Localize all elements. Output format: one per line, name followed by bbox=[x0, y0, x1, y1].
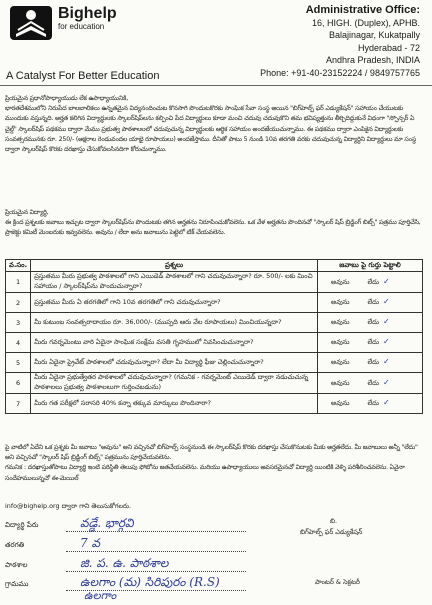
office-line: Andhra Pradesh, INDIA bbox=[325, 55, 420, 65]
col-answer: జవాబు పై గుర్తు పెట్టాలి bbox=[318, 260, 423, 272]
office-line: Balajinagar, Kukatpally bbox=[328, 30, 420, 40]
answer-cell[interactable] bbox=[318, 272, 423, 293]
class-label: తరగతి bbox=[5, 541, 25, 549]
row-number: 3 bbox=[6, 313, 31, 333]
header-divider bbox=[0, 85, 432, 86]
row-number: 2 bbox=[6, 293, 31, 313]
tick-mark: ✓ bbox=[382, 317, 390, 326]
office-line: Hyderabad - 72 bbox=[357, 42, 420, 53]
answer-cell[interactable] bbox=[318, 373, 423, 394]
paragraph-intro: భారతదేశములోని నిరుపేద బాలబాలికలు ఉన్నతమైన విద్యనందించుట కొనసాగి పొందుటకొరకు సాంఘిక సేవా సంస్థ అయిన "బిగ్‌హెల్ప్ ఫర్ ఎడ్యుకేషన్" సహాయం చేయుటకు ముందుకు వస్తున్నది. అర్హత కలిగిన విద్యార్థులకు స్కాలర్‌షిప్‌లను కల్పించి పేద విద్యార్థులు కూడా మంచి చదువు చదువుకొని తమ భవిష్యత్తును తీర్చిదిద్దుకునే విధంగా "స్పోన్సర్ ఏ చైల్డ్" స్కాలర్‌షిప్ పథకము ద్వారా మేము ప్రభుత్వ పాఠశాలలలో చదువుచున్న విద్యార్థులకు ఆర్థిక సహాయం అందజేయుచున్నాము. ఈ పథకము ద్వారా ఎంపికైన విద్యార్థులకు సంవత్సరమునకు రూ. 250/- (అక్షరాల రెండువందల యాభై రూపాయలు) అందజేస్తాము. దీనితో పాటు 5 నుండి 10వ తరగతి వరకు చదువుచున్న విద్యార్థిని విద్యార్థులు మా సంస్థ ద్వారా స్కాలర్‌షిప్ కొరకు దరఖాస్తు చేసుకోవలసినదిగా కోరుచున్నాము. bbox=[5, 105, 417, 154]
answer-yes: అవును bbox=[331, 298, 350, 306]
answer-yes: అవును bbox=[331, 399, 350, 407]
answer-yes: అవును bbox=[331, 378, 350, 387]
answer-no: లేదు bbox=[367, 338, 379, 346]
table-row bbox=[6, 333, 423, 353]
village-label: గ్రామము bbox=[5, 580, 29, 588]
question-text: మీరు గత పరీక్షలో సరాసరి 40% కన్నా తక్కువ మార్కులు పొందినారా? bbox=[31, 394, 318, 414]
village-value-line2: ఉలగాం bbox=[84, 589, 117, 602]
email-line: info@bighelp.org ద్వారా గాని తెలుసుకోగలరు. bbox=[5, 502, 132, 510]
school-label: పాఠశాల bbox=[5, 561, 28, 569]
row-number: 5 bbox=[6, 353, 31, 373]
table-row bbox=[6, 353, 423, 373]
table-row bbox=[6, 293, 423, 313]
office-address bbox=[260, 4, 420, 79]
row-number: 6 bbox=[6, 373, 31, 394]
note-text: గమనిక : దరఖాస్తుతోపాటు విద్యార్థి ఇంటి పరిస్థితి తెలుపు ఫోటోను జతచేయవలెను. మరియు ఉపాధ్యాయులు అవసరమైనచో విద్యార్థి యింటికి వెళ్ళి పరిశీలించవలెను. ఏవైనా సందేహములున్నచో ఈ-మెయిల్ bbox=[5, 464, 405, 482]
tagline: A Catalyst For Better Education bbox=[6, 70, 160, 82]
student-name-label: విద్యార్థి పేరు bbox=[5, 521, 39, 529]
greeting: ప్రియమైన ప్రధానోపాధ్యాయుడు లేక ఉపాధ్యాయునికి, bbox=[5, 95, 128, 102]
row-number: 1 bbox=[6, 272, 31, 293]
tick-mark: ✓ bbox=[382, 337, 390, 346]
question-text: ప్రస్తుతము మీరు ఏ తరగతిలో గాని 10వ తరగతిలో గాని చదువుచున్నారా? bbox=[31, 293, 318, 313]
answer-no: లేదు bbox=[367, 399, 379, 407]
brand-subtitle: for education bbox=[58, 22, 105, 31]
tick-mark: ✓ bbox=[382, 357, 390, 366]
office-title: Administrative Office: bbox=[305, 4, 420, 16]
question-text: ప్రస్తుతము మీరు ప్రభుత్వ పాఠశాలలో గాని ఎయిడెడ్ పాఠశాలలో గాని చదువుచున్నారా? రూ. 500/- లకు మించి సహాయం / స్కాలర్‌షిప్‌ను పొందుచున్నారా? bbox=[31, 272, 318, 293]
office-phone: Phone: +91-40-23152224 / 9849757765 bbox=[260, 67, 420, 78]
row-number: 7 bbox=[6, 394, 31, 414]
table-header-row bbox=[6, 260, 423, 272]
answer-cell[interactable] bbox=[318, 313, 423, 333]
tick-mark: ✓ bbox=[382, 398, 390, 407]
answer-cell[interactable] bbox=[318, 293, 423, 313]
after-table-text: పై వాటిలో ఏదేని ఒక ప్రశ్నకు మీ జవాబు "అవును" అని వచ్చినచో బిగ్‌హెల్ప్ సంస్థనుండి ఈ స్కాలర్‌షిప్ కొరకు దరఖాస్తు చేసుకొనుటకు మీకు అర్హతలేదు. మీ జవాబులు అన్నీ "లేదు" అని వచ్చినచో "స్కాలర్ షిప్ బ్రిడ్జింగ్ బిట్స్" పత్రమును పూర్తిచేయవలెను. bbox=[5, 444, 418, 462]
question-text: మీరు ఏదైనా ప్రభుత్వేతర పాఠశాలలో చదువుచున్నారా? (గమనిక - గవర్నమెంట్ ఎయిడెడ్ ద్వారా నడుచుచున్న పాఠశాలలు ప్రభుత్వ పాఠశాలలుగా గుర్తించబడును) bbox=[31, 373, 318, 394]
tick-mark: ✓ bbox=[382, 276, 390, 286]
student-letter bbox=[5, 208, 425, 239]
table-row bbox=[6, 313, 423, 333]
letter-body bbox=[5, 94, 425, 155]
class-value: 7 వ bbox=[80, 536, 100, 550]
answer-cell[interactable] bbox=[318, 333, 423, 353]
answer-yes: అవును bbox=[331, 277, 350, 286]
answer-no: లేదు bbox=[367, 358, 379, 366]
question-text: మీరు ఏదైనా ప్రైవేట్ పాఠశాలలో చదువుచున్నారా? లేదా మీ విద్యార్థి ఫీజు చెల్లించుచున్నారా? bbox=[31, 353, 318, 373]
village-value: ఉలగాం (మ) సిరిపురం (R.S) bbox=[80, 575, 220, 589]
answer-no: లేదు bbox=[367, 378, 379, 387]
answer-no: లేదు bbox=[367, 277, 379, 286]
brand-name: Bighelp bbox=[58, 5, 117, 22]
sign-organisation: బిగ్‌హెల్ప్ ఫర్ ఎడ్యుకేషన్ bbox=[300, 528, 363, 536]
eligibility-note bbox=[5, 443, 425, 484]
tick-mark: ✓ bbox=[382, 297, 390, 306]
table-row bbox=[6, 373, 423, 394]
paragraph-instructions: ఈ క్రింద ప్రశ్నలకు జవాబు ఇచ్చుట ద్వారా స్కాలర్‌షిప్‌ను పొందుటకు తగిన అర్హతను నిరూపించుకోవలెను. ఒక వేళ అర్హతను పొందినచో "స్కాలర్ షిప్ బ్రిడ్జింగ్ బిట్స్" పత్రము పూర్తిచేసి, ప్రాజెక్టు కమిటీ మెంబరుకు ఇవ్వవలెను. అవును / లేదా అను జవాబును పెట్టెలో టిక్ చేయవలెను. bbox=[5, 219, 421, 237]
table-row bbox=[6, 394, 423, 414]
salutation: ప్రియమైన విద్యార్థి, bbox=[5, 209, 49, 216]
table-row bbox=[6, 272, 423, 293]
answer-yes: అవును bbox=[331, 338, 350, 346]
answer-no: లేదు bbox=[367, 298, 379, 306]
answer-yes: అవును bbox=[331, 358, 350, 366]
col-questions: ప్రశ్నలు bbox=[31, 260, 318, 272]
eligibility-table bbox=[5, 259, 423, 414]
school-value: జి. ప. ఉ. పాఠశాల bbox=[80, 556, 169, 570]
sign-role: పాంటర్ & సెక్రటరీ bbox=[315, 578, 360, 586]
answer-cell[interactable] bbox=[318, 353, 423, 373]
answer-cell[interactable] bbox=[318, 394, 423, 414]
col-serial: వ.సం. bbox=[6, 260, 31, 272]
student-name-value: వడ్డే. భార్గవి bbox=[80, 516, 134, 530]
answer-yes: అవును bbox=[331, 318, 350, 326]
sign-title: బి. bbox=[330, 517, 338, 525]
office-line: 16, HIGH. (Duplex), APHB. bbox=[311, 17, 420, 28]
tick-mark: ✓ bbox=[382, 377, 390, 387]
answer-no: లేదు bbox=[367, 318, 379, 326]
question-text: మీ కుటుంబ సంవత్సరాదాయం రూ. 36,000/- (ముప్పది ఆరు వేల రూపాయలు) మించియున్నదా? bbox=[31, 313, 318, 333]
row-number: 4 bbox=[6, 333, 31, 353]
bighelp-logo-icon bbox=[8, 4, 54, 42]
question-text: మీరు గవర్నమెంటు వారి ఏదైనా సాంఘిక సంక్షేమ వసతి గృహములో నివసించుచున్నారా? bbox=[31, 333, 318, 353]
